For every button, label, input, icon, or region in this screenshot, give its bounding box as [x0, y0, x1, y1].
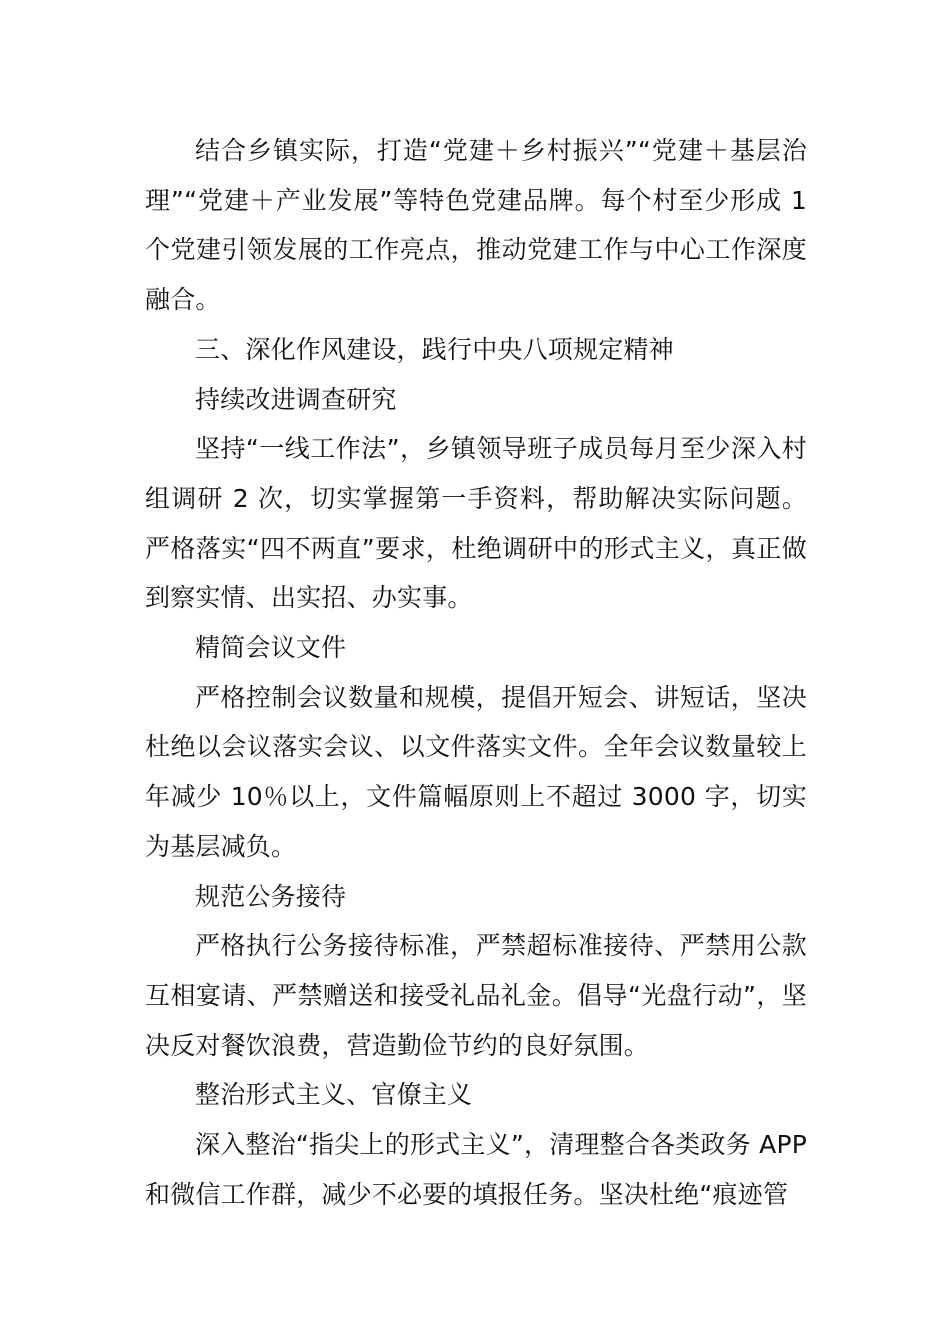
paragraph-meetings: 严格控制会议数量和规模，提倡开短会、讲短话，坚决杜绝以会议落实会议、以文件落实文件。全年会议数量较上年减少 10％以上，文件篇幅原则上不超过 3000 字，切实为基层减负。 — [145, 682, 807, 861]
section-heading-work-style: 三、深化作风建设，践行中央八项规定精神 — [195, 334, 674, 364]
paragraph-formalism: 深入整治“指尖上的形式主义”，清理整合各类政务 APP 和微信工作群，减少不必要的填报任务。坚决杜绝“痕迹管 — [145, 1130, 807, 1209]
paragraph-research: 坚持“一线工作法”，乡镇领导班子成员每月至少深入村组调研 2 次，切实掌握第一手资料，帮助解决实际问题。严格落实“四不两直”要求，杜绝调研中的形式主义，真正做到察实情、出实招、办实事。 — [145, 434, 807, 613]
subheading-meetings: 精简会议文件 — [195, 633, 347, 663]
paragraph-party-brand: 结合乡镇实际，打造“党建＋乡村振兴”“党建＋基层治理”“党建＋产业发展”等特色党建品牌。每个村至少形成 1 个党建引领发展的工作亮点，推动党建工作与中心工作深度融合。 — [145, 136, 807, 315]
subheading-formalism: 整治形式主义、官僚主义 — [195, 1080, 473, 1110]
subheading-research: 持续改进调查研究 — [195, 384, 397, 414]
document-body — [145, 126, 807, 1219]
paragraph-reception: 严格执行公务接待标准，严禁超标准接待、严禁用公款互相宴请、严禁赠送和接受礼品礼金。倡导“光盘行动”，坚决反对餐饮浪费，营造勤俭节约的良好氛围。 — [145, 931, 807, 1060]
subheading-reception: 规范公务接待 — [195, 881, 347, 911]
